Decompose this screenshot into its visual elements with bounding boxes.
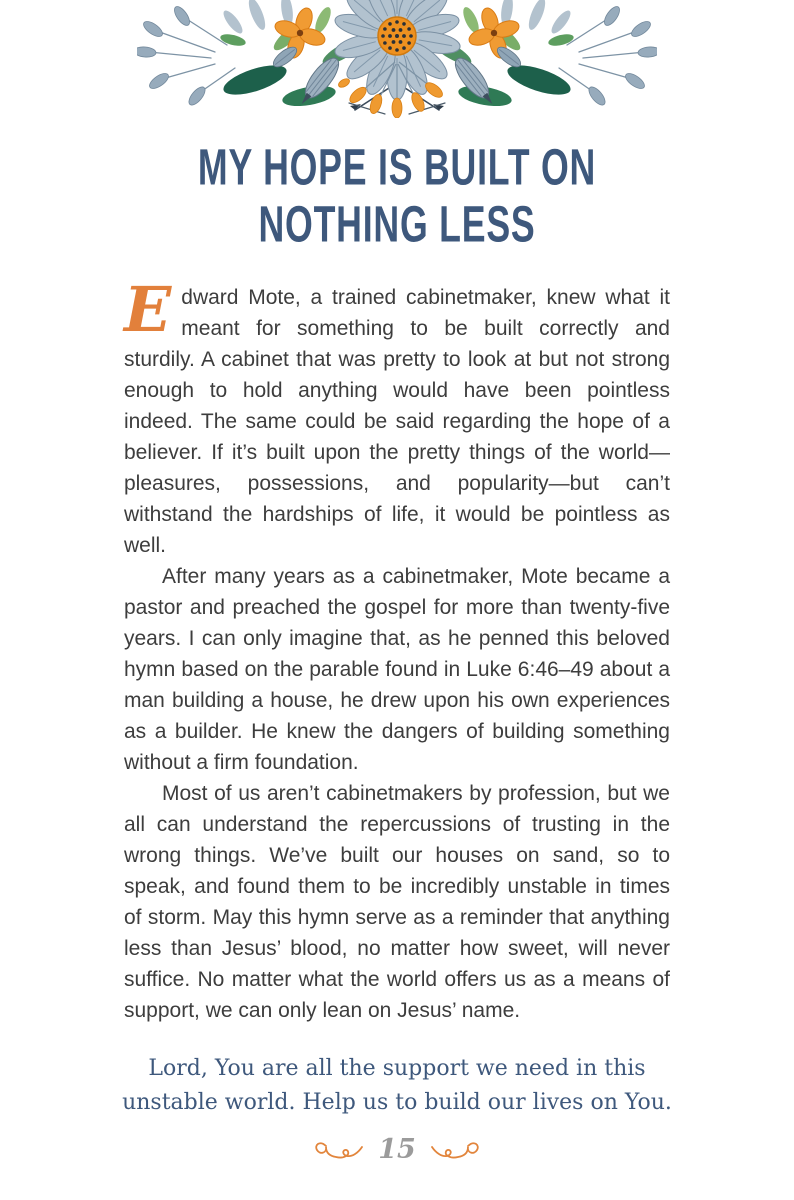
chapter-title-line2: NOTHING LESS xyxy=(258,194,536,253)
paragraph-1-text: dward Mote, a trained cabinetmaker, knew what it meant for something to be built correctly and sturdily. A cabinet that was pretty to look at but not strong enough to hold anything would have been pointless indeed. The same could be said regarding the hope of a believer. If it’s built upon the pretty things of the world—pleasures, possessions, and popularity—but can’t withstand the hardships of life, it would be pointless as well. xyxy=(124,286,670,557)
prayer-line2: unstable world. Help us to build our lives on You. xyxy=(122,1090,672,1115)
chapter-title-line1: MY HOPE IS BUILT ON xyxy=(197,137,597,196)
flourish-right-icon xyxy=(428,1137,482,1163)
chapter-title xyxy=(0,138,794,252)
floral-ornament-icon xyxy=(137,0,657,118)
body-text xyxy=(124,273,670,1026)
prayer-line1: Lord, You are all the support we need in this xyxy=(148,1056,646,1081)
paragraph-2: After many years as a cabinetmaker, Mote became a pastor and preached the gospel for more than twenty-five years. I can only imagine that, as he penned this beloved hymn based on the parable found in Luke 6:46–49 about a man building a house, he drew upon his own experiences as a builder. He knew the dangers of building something without a firm foundation. xyxy=(124,565,670,774)
prayer-text xyxy=(0,1052,794,1120)
paragraph-1 xyxy=(124,273,670,561)
page-number: 15 xyxy=(378,1134,416,1165)
page-footer xyxy=(0,1136,794,1163)
drop-cap: E xyxy=(124,273,172,346)
flourish-left-icon xyxy=(312,1137,366,1163)
paragraph-3: Most of us aren’t cabinetmakers by profession, but we all can understand the repercussions of trusting in the wrong things. We’ve built our houses on sand, so to speak, and found them to be incredibly unstable in times of storm. May this hymn serve as a reminder that anything less than Jesus’ blood, no matter how sweet, will never suffice. No matter what the world offers us as a means of support, we can only lean on Jesus’ name. xyxy=(124,782,670,1022)
